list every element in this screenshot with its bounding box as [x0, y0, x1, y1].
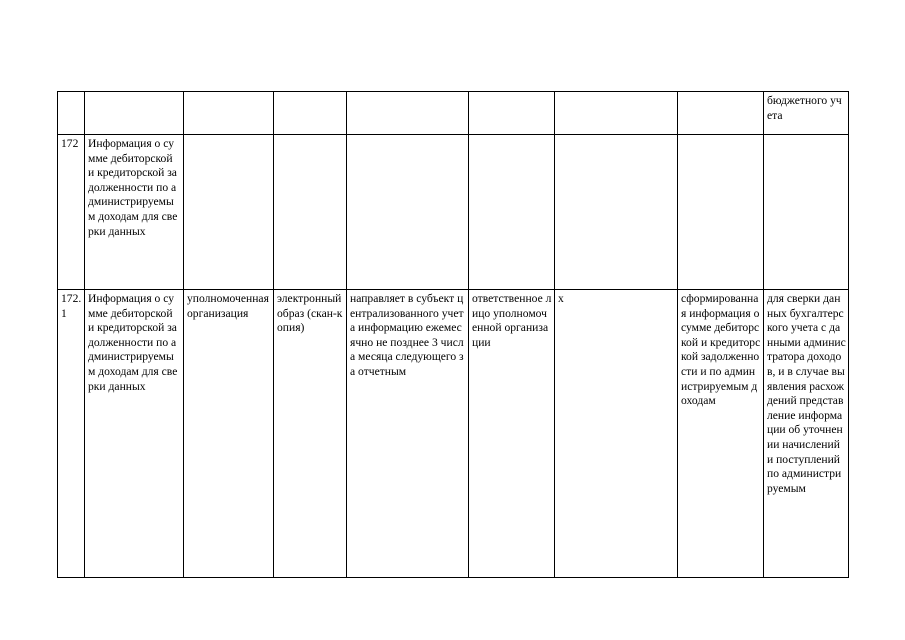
row-number-cell: 172	[58, 135, 85, 290]
purpose-cell: для сверки данных бухгалтерского учета с данными администратора доходов, и в случае выявления расхождений представление информации об уточнении начислений и поступлений по администрируемым	[764, 290, 849, 578]
marker-cell	[555, 92, 678, 135]
content-cell	[678, 92, 764, 135]
form-cell	[274, 92, 347, 135]
row-number-cell	[58, 92, 85, 135]
content-cell	[678, 135, 764, 290]
info-name-cell: Информация о сумме дебиторской и кредиторской задолженности по администрируемым доходам для сверки данных	[85, 135, 184, 290]
responsible-cell	[469, 92, 555, 135]
procedure-cell: направляет в субъект централизованного учета информацию ежемесячно не позднее 3 числа месяца следующего за отчетным	[347, 290, 469, 578]
marker-cell: х	[555, 290, 678, 578]
responsible-cell	[469, 135, 555, 290]
form-cell	[274, 135, 347, 290]
purpose-cell	[764, 135, 849, 290]
marker-cell	[555, 135, 678, 290]
info-name-cell: Информация о сумме дебиторской и кредиторской задолженности по администрируемым доходам для сверки данных	[85, 290, 184, 578]
table-row	[58, 290, 849, 578]
provider-cell	[184, 135, 274, 290]
procedure-cell	[347, 92, 469, 135]
data-table	[57, 91, 849, 578]
table-row	[58, 92, 849, 135]
table-row	[58, 135, 849, 290]
form-cell: электронный образ (скан-копия)	[274, 290, 347, 578]
purpose-cell: бюджетного учета	[764, 92, 849, 135]
provider-cell	[184, 92, 274, 135]
row-number-cell: 172.1	[58, 290, 85, 578]
content-cell: сформированная информация о сумме дебиторской и кредиторской задолженности и по администрируемым доходам	[678, 290, 764, 578]
info-name-cell	[85, 92, 184, 135]
procedure-cell	[347, 135, 469, 290]
responsible-cell: ответственное лицо уполномоченной организации	[469, 290, 555, 578]
provider-cell: уполномоченная организация	[184, 290, 274, 578]
